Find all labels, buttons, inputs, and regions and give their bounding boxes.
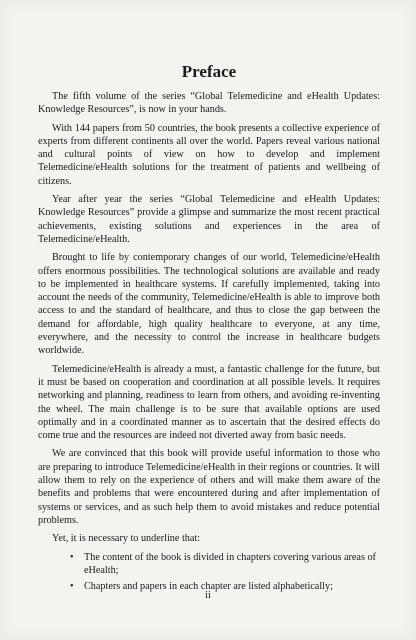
list-item bbox=[70, 551, 380, 578]
paragraph-series: Year after year the series “Global Telemedicine and eHealth Updates: Knowledge Resources” provide a glimpse and summarize the most recent practical achievements, existing solutions and experiences in the area of Telemedicine/eHealth. bbox=[38, 194, 380, 245]
list-item-text: Chapters and papers in each chapter are listed alphabetically; bbox=[84, 581, 333, 593]
bullet-list bbox=[38, 551, 380, 594]
page-number: ii bbox=[205, 590, 211, 601]
paragraph-underline: Yet, it is necessary to underline that: bbox=[52, 533, 201, 545]
page-content bbox=[38, 62, 380, 596]
paragraph-papers: With 144 papers from 50 countries, the book presents a collective experience of experts from different continents all over the world. Papers reveal various national and cultural points of view on how to develop and implement Telemedicine/eHealth solutions for the treatment of patients and wellbeing of citizens. bbox=[38, 122, 380, 187]
bullet-icon: • bbox=[70, 551, 74, 563]
paragraph-intro: The fifth volume of the series “Global Telemedicine and eHealth Updates: Knowledge Resources”, is now in your hands. bbox=[38, 91, 380, 116]
list-item-text: The content of the book is divided in chapters covering various areas of eHealth; bbox=[84, 551, 376, 576]
page-title: Preface bbox=[181, 62, 237, 81]
bullet-icon: • bbox=[70, 581, 74, 593]
paragraph-usefulness: We are convinced that this book will provide useful information to those who are preparing to introduce Telemedicine/eHealth in their regions or countries. It will allow them to rely on the experience of others and will make them aware of the benefits and problems that were encountered during and after implementation of systems or services, and as such help them to avoid mistakes and reduce potential problems. bbox=[38, 448, 380, 526]
paragraph-possibilities: Brought to life by contemporary changes of our world, Telemedicine/eHealth offers enormous possibilities. The technological solutions are available and ready to be implemented in healthcare systems. If carefully implemented, taking into account the needs of the community, Telemedicine/eHealth is able to improve both access to and the standard of healthcare, and thus to close the gap between the demand for affordable, high quality healthcare to everyone, at any time, everywhere, and the necessity to control the increase in healthcare budgets worldwide. bbox=[38, 252, 380, 357]
paragraph-challenge: Telemedicine/eHealth is already a must, a fantastic challenge for the future, but it must be based on cooperation and coordination at all possible levels. It requires networking and planning, readiness to learn from others, and avoiding re-inventing the wheel. The main challenge is to be sure that available options are used optimally and in a coordinated manner as to ascertain that the desired effects do come true and the resources are indeed not diverted away from basic needs. bbox=[38, 363, 380, 442]
